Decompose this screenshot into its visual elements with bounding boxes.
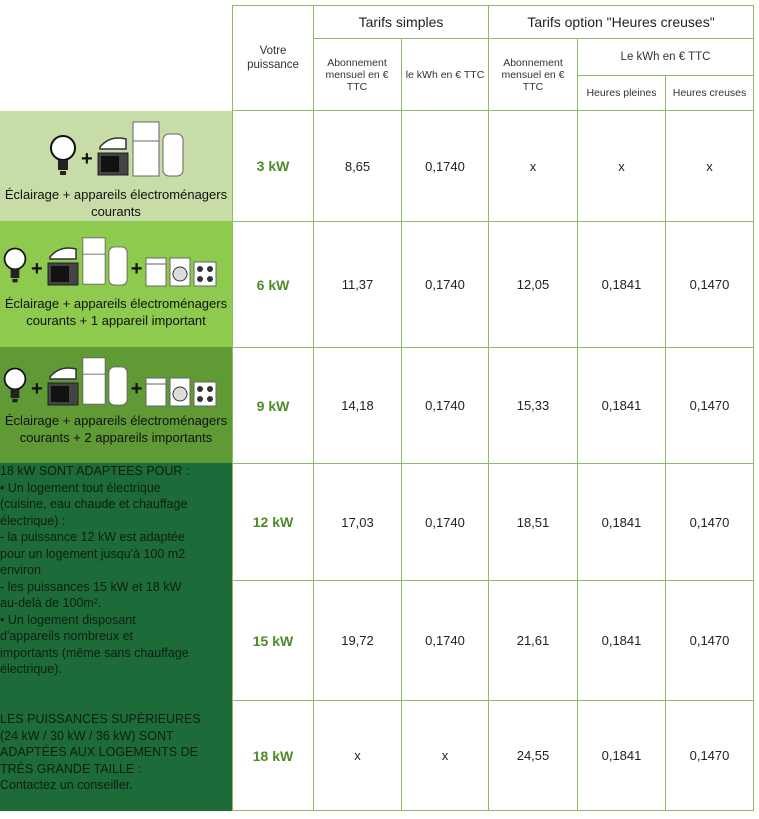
fridge-icon: [82, 235, 106, 287]
header-heures-creuses: Heures creuses: [672, 87, 747, 99]
row-heures-pleines: 0,1841: [601, 398, 642, 413]
row-heures-pleines: 0,1841: [601, 748, 642, 763]
row-kwh: 0,1740: [425, 633, 465, 648]
header-abonnement-simple: Abonnement mensuel en € TTC: [325, 56, 389, 93]
row-heures-pleines: 0,1841: [601, 633, 642, 648]
plus-sign: +: [31, 258, 43, 280]
row-abonnement: 19,72: [341, 633, 374, 648]
header-votre-puissance: Votre puissance: [247, 45, 299, 71]
washing-machine-icon: [169, 257, 191, 287]
washing-machine-icon: [169, 377, 191, 407]
row-power: 15 kW: [252, 632, 294, 649]
row-heures-creuses: 0,1470: [689, 277, 730, 292]
grid-line: [232, 810, 754, 811]
appliance-icons-row3: [2, 355, 217, 407]
lightbulb-icon: [48, 133, 78, 177]
row-abonnement-hc: 12,05: [516, 277, 550, 292]
header-kwh-simple: le kWh en € TTC: [405, 68, 485, 81]
row-abonnement: 8,65: [344, 158, 371, 174]
row-abonnement-hc: 18,51: [516, 514, 550, 530]
row-kwh: 0,1740: [425, 158, 465, 174]
row-heures-creuses: 0,1470: [689, 398, 730, 413]
row-heures-pleines: 0,1841: [601, 277, 642, 292]
water-heater-icon: [108, 365, 128, 407]
band2-label: Éclairage + appareils électroménagers courants + 1 appareil important: [4, 296, 228, 328]
row-power: 12 kW: [252, 514, 294, 530]
row-abonnement-hc: x: [529, 158, 537, 174]
header-tarifs-option-heures-creuses: Tarifs option "Heures creuses": [527, 14, 715, 30]
plus-sign: +: [130, 258, 143, 280]
row-heures-creuses: x: [706, 158, 713, 174]
row-abonnement: x: [354, 748, 361, 763]
row-abonnement: 17,03: [341, 514, 374, 530]
plus-sign: +: [31, 378, 43, 400]
row-power: 3 kW: [256, 158, 290, 174]
header-kwh-option: Le kWh en € TTC: [620, 51, 711, 63]
cooktop-icon: [193, 261, 217, 287]
band1-label: Éclairage + appareils électroménagers courants: [4, 187, 228, 219]
header-abonnement-option: Abonnement mensuel en € TTC: [501, 56, 565, 93]
band3-label: Éclairage + appareils électroménagers courants + 2 appareils importants: [4, 413, 228, 445]
row-heures-creuses: 0,1470: [689, 633, 730, 648]
plus-sign: +: [130, 378, 143, 400]
row-kwh: x: [441, 748, 449, 763]
fridge-icon: [82, 355, 106, 407]
row-heures-pleines: x: [618, 158, 625, 174]
row-abonnement-hc: 24,55: [516, 748, 550, 763]
row-kwh: 0,1740: [425, 514, 465, 530]
high-power-explanation: 18 kW SONT ADAPTEES POUR : • Un logement tout électrique (cuisine, eau chaude et chauffage électrique) : - la puissance 12 kW est adaptée pour un logement jusqu'à 100 m2 environ - les puissances 15 kW et 18 kW au-delà de 100m². • Un logement disposant d'appareils nombreux et importants (même sans chauffage électrique).: [0, 464, 190, 676]
grid-line: [753, 5, 754, 811]
row-heures-creuses: 0,1470: [689, 514, 730, 530]
iron-and-microwave-icon: [46, 363, 80, 407]
header-tarifs-simples: Tarifs simples: [358, 14, 444, 30]
water-heater-icon: [162, 133, 184, 177]
header-heures-pleines: Heures pleines: [586, 87, 657, 99]
higher-power-note: LES PUISSANCES SUPÉRIEURES (24 kW / 30 kW / 36 kW) SONT ADAPTÉES AUX LOGEMENTS DE TRÈS GRANDE TAILLE : Contactez un conseiller.: [0, 712, 201, 792]
fridge-icon: [132, 121, 160, 177]
row-abonnement: 11,37: [341, 277, 374, 292]
row-power: 9 kW: [256, 397, 290, 414]
row-heures-pleines: 0,1841: [601, 514, 642, 530]
row-kwh: 0,1740: [425, 398, 465, 413]
dishwasher-icon: [145, 377, 167, 407]
row-abonnement-hc: 15,33: [516, 398, 550, 413]
row-power: 18 kW: [252, 747, 294, 764]
iron-and-microwave-icon: [46, 243, 80, 287]
dishwasher-icon: [145, 257, 167, 287]
appliance-icons-row2: [2, 235, 217, 287]
appliance-icons-row1: [48, 121, 184, 177]
water-heater-icon: [108, 245, 128, 287]
plus-sign: +: [81, 148, 93, 170]
row-abonnement-hc: 21,61: [516, 633, 550, 648]
iron-and-microwave-icon: [96, 133, 130, 177]
row-abonnement: 14,18: [341, 398, 374, 413]
lightbulb-icon: [2, 363, 28, 407]
row-kwh: 0,1740: [425, 277, 465, 292]
row-heures-creuses: 0,1470: [689, 748, 730, 763]
row-power: 6 kW: [256, 276, 290, 293]
lightbulb-icon: [2, 243, 28, 287]
cooktop-icon: [193, 381, 217, 407]
